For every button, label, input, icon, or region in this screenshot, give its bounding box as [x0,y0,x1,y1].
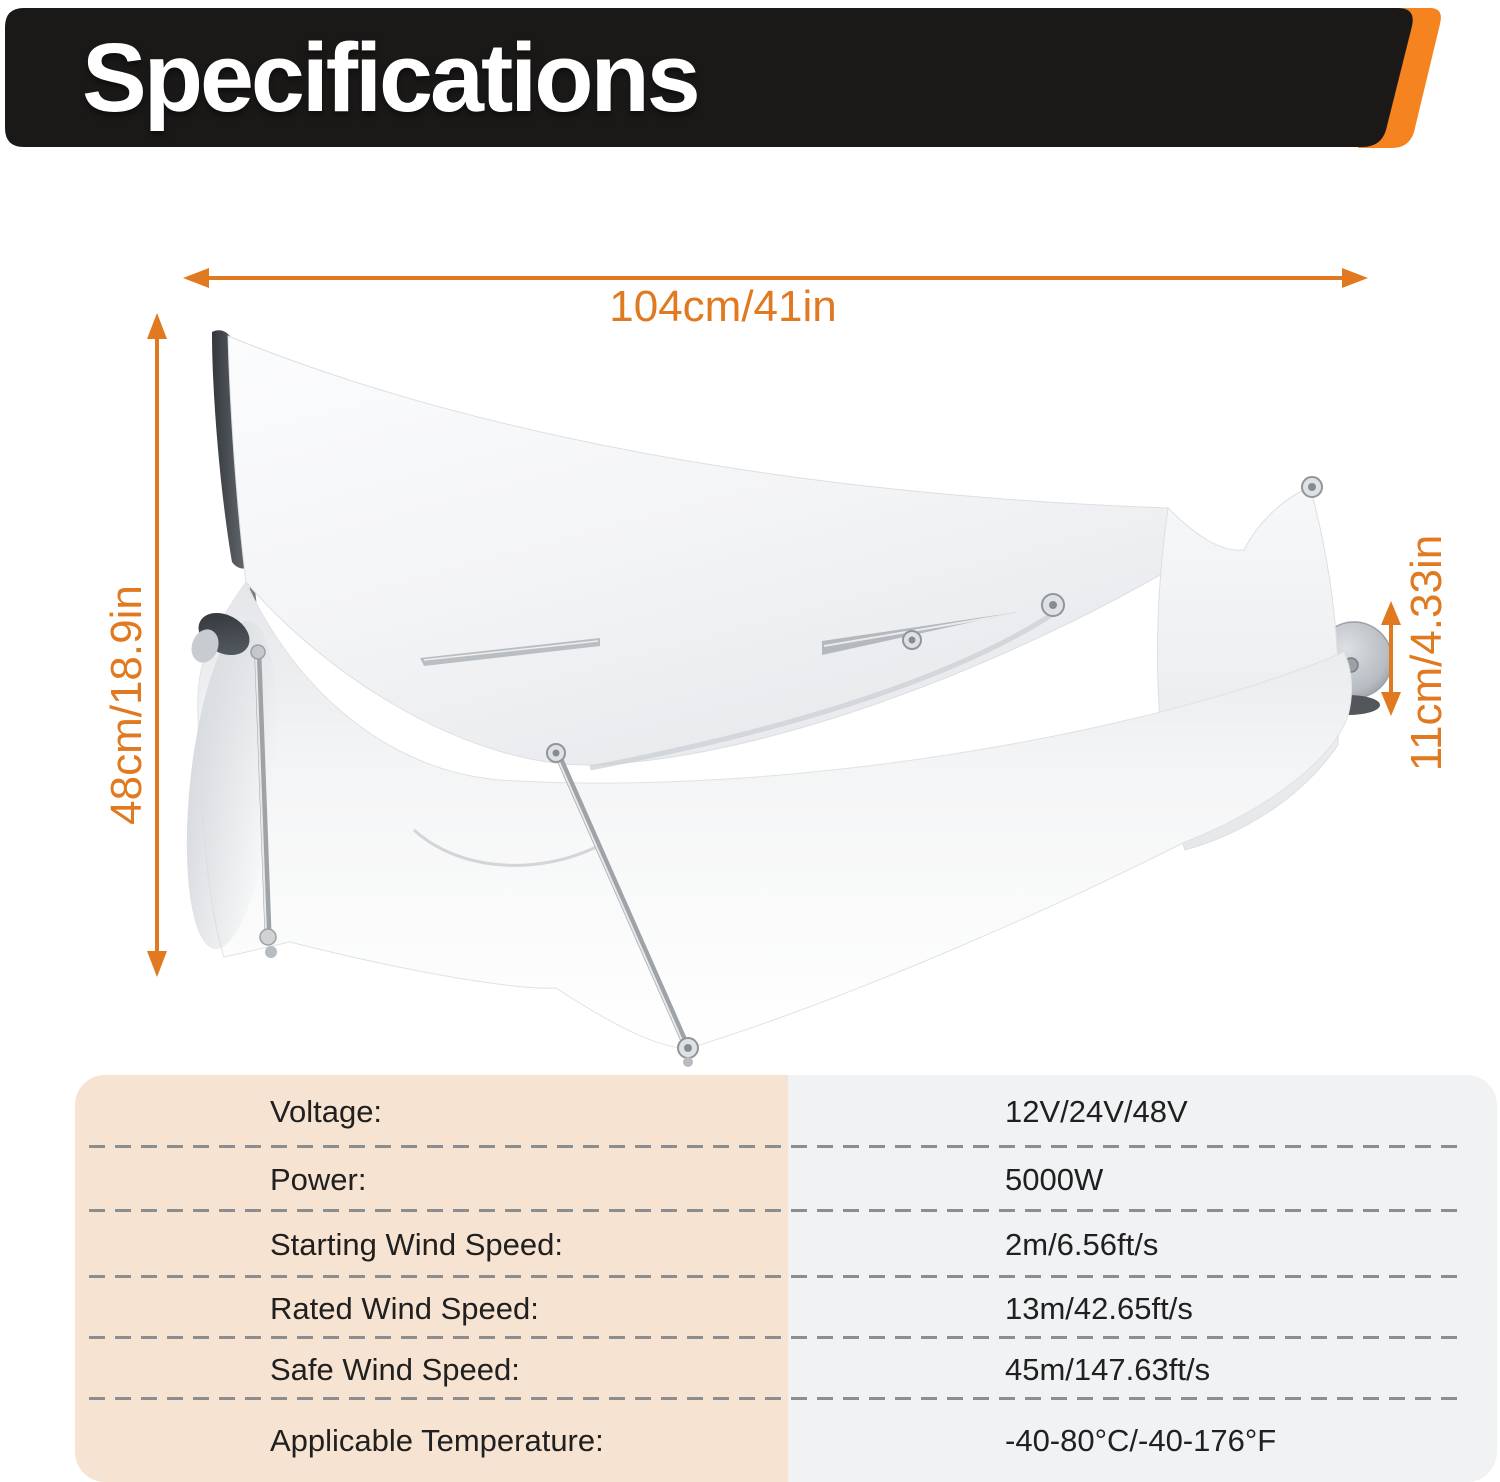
spec-table [75,1075,1497,1482]
spec-value-power: 5000W [788,1148,1497,1212]
table-row [75,1075,1497,1148]
screw-icons [547,477,1322,1058]
table-row [75,1212,1497,1278]
page-title: Specifications [82,23,698,132]
dimension-hub-arrow [1381,601,1401,716]
spec-value-voltage: 12V/24V/48V [788,1075,1497,1148]
spec-value-rated-wind-speed: 13m/42.65ft/s [788,1278,1497,1339]
spec-value-applicable-temperature: -40-80°C/-40-176°F [788,1400,1497,1482]
spec-label-safe-wind-speed: Safe Wind Speed: [75,1339,788,1400]
table-row [75,1278,1497,1339]
spec-value-starting-wind-speed: 2m/6.56ft/s [788,1212,1497,1278]
dimension-height-label: 48cm/18.9in [102,585,151,825]
spec-label-power: Power: [75,1148,788,1212]
product-diagram [0,200,1500,1100]
table-row [75,1400,1497,1482]
dimension-hub-label: 11cm/4.33in [1402,534,1451,772]
spec-value-safe-wind-speed: 45m/147.63ft/s [788,1339,1497,1400]
dimension-width-label: 104cm/41in [609,282,837,331]
spec-label-rated-wind-speed: Rated Wind Speed: [75,1278,788,1339]
spec-label-starting-wind-speed: Starting Wind Speed: [75,1212,788,1278]
table-row [75,1148,1497,1212]
spec-label-voltage: Voltage: [75,1075,788,1148]
table-row [75,1339,1497,1400]
spec-label-applicable-temperature: Applicable Temperature: [75,1400,788,1482]
product-image [173,330,1392,1067]
